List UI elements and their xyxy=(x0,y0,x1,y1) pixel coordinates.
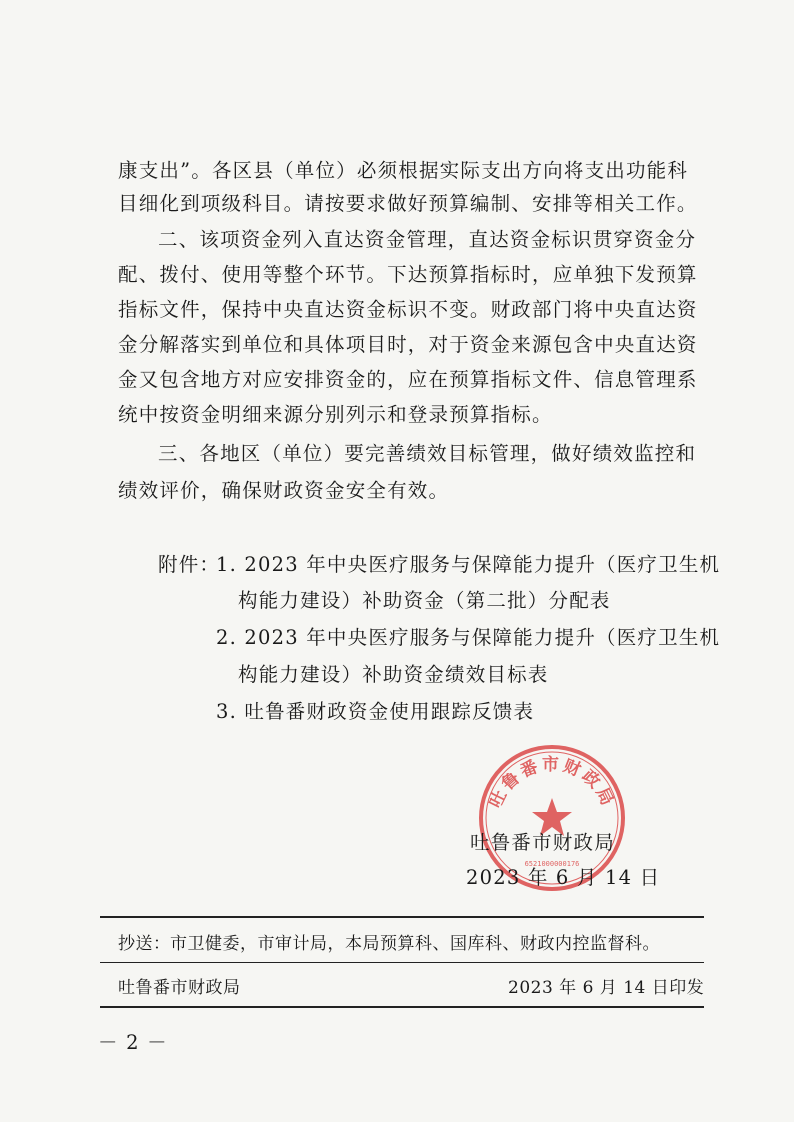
body-line: 三、各地区（单位）要完善绩效目标管理，做好绩效监控和 xyxy=(158,442,697,465)
body-line: 金又包含地方对应安排资金的，应在预算指标文件、信息管理系 xyxy=(118,368,698,391)
body-line: 配、拨付、使用等整个环节。下达预算指标时，应单独下发预算 xyxy=(118,263,698,286)
attachment-item: 3. 吐鲁番财政资金使用跟踪反馈表 xyxy=(216,700,535,723)
footer-divider-mid xyxy=(100,962,704,963)
body-line: 指标文件，保持中央直达资金标识不变。财政部门将中央直达资 xyxy=(118,298,698,321)
footer-divider-bottom xyxy=(100,1006,704,1008)
attachment-prefix: 附件： xyxy=(158,553,221,576)
body-line: 二、该项资金列入直达资金管理，直达资金标识贯穿资金分 xyxy=(158,228,697,251)
page-number: － 2 － xyxy=(98,1031,168,1054)
cc-list: 市卫健委，市审计局，本局预算科、国库科、财政内控监督科。 xyxy=(170,934,660,954)
attachment-item: 构能力建设）补助资金绩效目标表 xyxy=(238,663,549,686)
body-line: 目细化到项级科目。请按要求做好预算编制、安排等相关工作。 xyxy=(118,192,698,215)
attachment-item: 2. 2023 年中央医疗服务与保障能力提升（医疗卫生机 xyxy=(216,626,721,649)
attachment-item: 构能力建设）补助资金（第二批）分配表 xyxy=(238,589,611,612)
signature-date: 2023 年 6 月 14 日 xyxy=(466,866,661,889)
body-line: 康支出”。各区县（单位）必须根据实际支出方向将支出功能科 xyxy=(118,159,689,182)
cc-label: 抄送： xyxy=(118,934,171,954)
seal-serial: 6521000000176 xyxy=(524,860,580,868)
footer-divider-top xyxy=(100,916,704,918)
body-line: 统中按资金明细来源分别列示和登录预算指标。 xyxy=(118,403,553,426)
footer-print-date: 2023 年 6 月 14 日印发 xyxy=(508,978,705,998)
signature-issuer: 吐鲁番市财政局 xyxy=(470,831,615,854)
footer-issuer: 吐鲁番市财政局 xyxy=(118,978,241,998)
body-line: 金分解落实到单位和具体项目时，对于资金来源包含中央直达资 xyxy=(118,333,698,356)
body-line: 绩效评价，确保财政资金安全有效。 xyxy=(118,479,450,502)
seal-text: 吐鲁番市财政局 xyxy=(485,755,619,812)
attachment-item: 1. 2023 年中央医疗服务与保障能力提升（医疗卫生机 xyxy=(216,553,721,576)
